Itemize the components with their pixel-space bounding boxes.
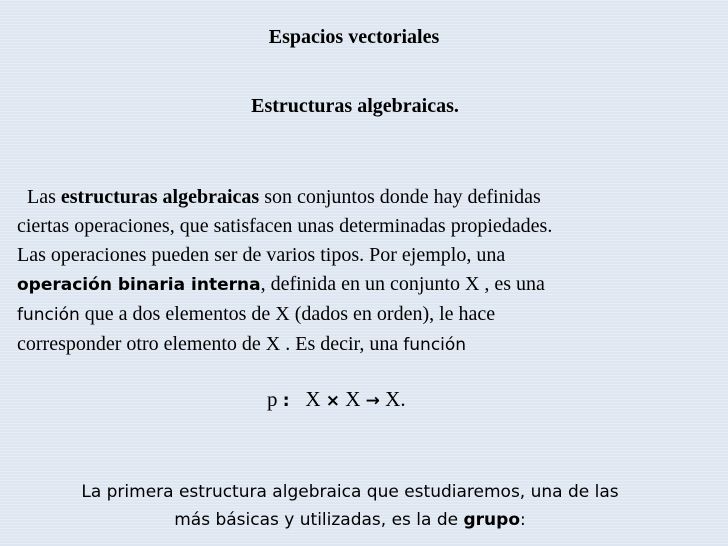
text-run: que a dos elementos de X (dados en orden), le hace xyxy=(79,303,496,325)
text-run: Las xyxy=(27,186,61,208)
text-run: , definida en un conjunto X , es una xyxy=(260,273,545,295)
text-run: más básicas y utilizadas, es la de xyxy=(174,510,464,530)
closing-line-2 xyxy=(0,506,714,534)
formula-result: X. xyxy=(385,387,406,411)
slide-title xyxy=(0,26,728,49)
formula-p: p xyxy=(267,387,278,411)
cross-product-symbol: × xyxy=(325,391,340,411)
text-run: : xyxy=(520,510,526,530)
paragraph-line-6 xyxy=(17,330,717,360)
paragraph-line-2: ciertas operaciones, que satisfacen unas determinadas propiedades. xyxy=(17,215,553,237)
paragraph-line-5 xyxy=(17,300,717,330)
definition-paragraph xyxy=(17,183,717,360)
closing-line-1: La primera estructura algebraica que estudiaremos, una de las xyxy=(81,482,619,502)
term-operacion-binaria-interna: operación binaria interna xyxy=(17,275,261,295)
formula-x: X xyxy=(345,387,361,411)
term-estructuras-algebraicas: estructuras algebraicas xyxy=(60,186,260,208)
text-run: corresponder otro elemento de X . Es decir, una xyxy=(17,333,404,355)
closing-paragraph xyxy=(0,478,728,534)
formula-x: X xyxy=(305,387,321,411)
paragraph-line-1 xyxy=(17,183,717,212)
arrow-icon: → xyxy=(365,391,380,411)
formula-colon: : xyxy=(282,391,290,411)
text-run: son conjuntos donde hay definidas xyxy=(259,186,541,208)
section-heading xyxy=(0,95,728,118)
text-run: función xyxy=(403,335,467,355)
text-run: función xyxy=(17,305,80,325)
section-heading-text: Estructuras algebraicas. xyxy=(251,95,459,117)
paragraph-line-4 xyxy=(17,270,717,300)
title-text: Espacios vectoriales xyxy=(268,26,440,48)
paragraph-line-3: Las operaciones pueden ser de varios tipos. Por ejemplo, una xyxy=(17,244,506,266)
term-grupo: grupo xyxy=(463,510,521,530)
formula xyxy=(267,387,406,412)
